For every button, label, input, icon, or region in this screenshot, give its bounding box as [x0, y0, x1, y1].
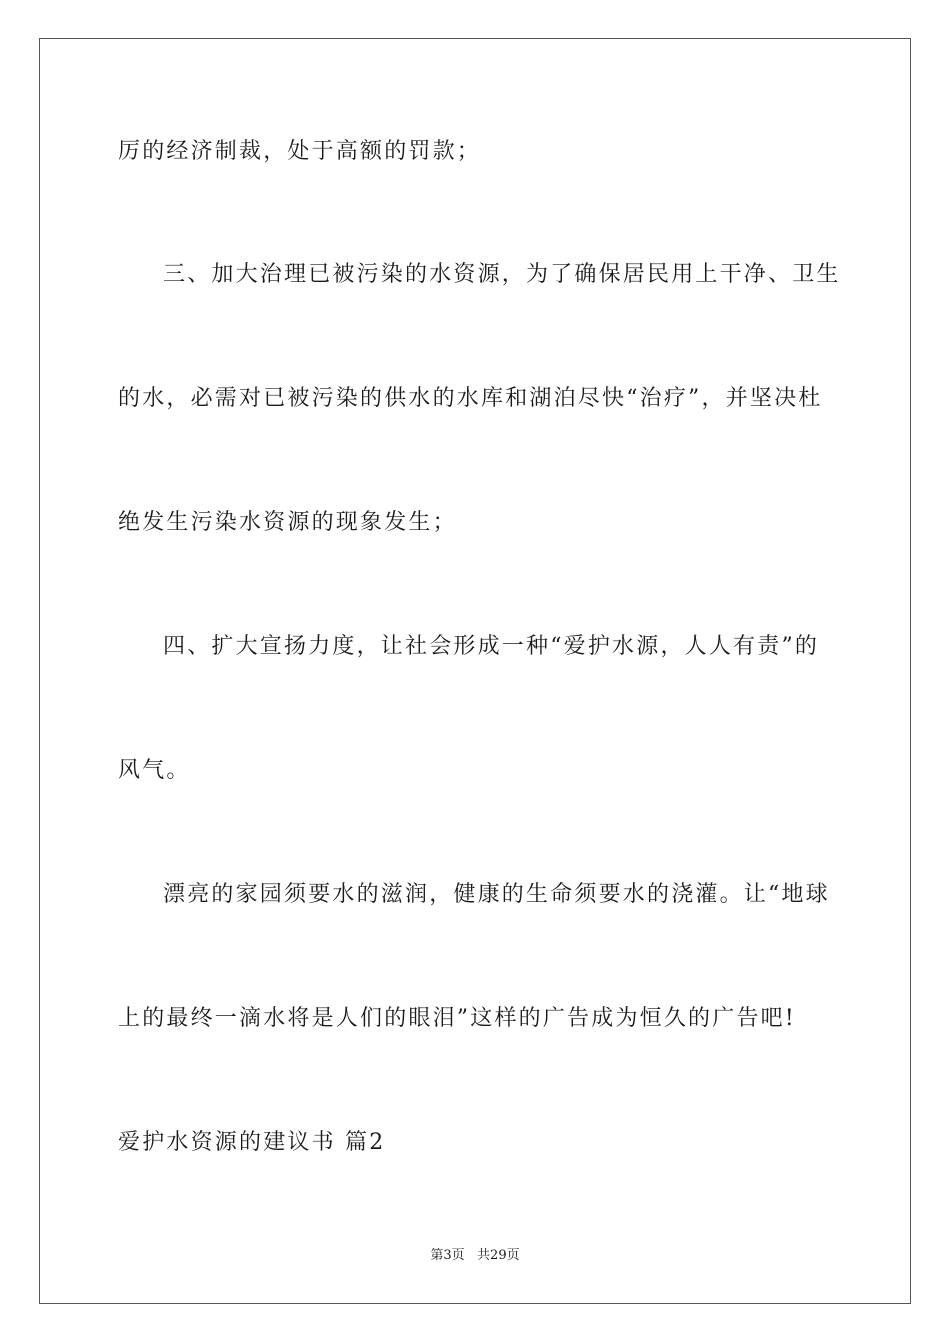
paragraph-line: 三、加大治理已被污染的水资源，为了确保居民用上干净、卫生	[163, 262, 841, 287]
paragraph-line: 漂亮的家园须要水的滋润，健康的生命须要水的浇灌。让“地球	[163, 882, 830, 907]
paragraph-line: 风气。	[118, 758, 191, 783]
paragraph-line: 四、扩大宣扬力度，让社会形成一种“爱护水源，人人有责”的	[163, 634, 820, 659]
paragraph-line: 上的最终一滴水将是人们的眼泪”这样的广告成为恒久的广告吧!	[118, 1006, 796, 1031]
paragraph-line: 绝发生污染水资源的现象发生；	[118, 510, 457, 535]
paragraph-line: 的水，必需对已被污染的供水的水库和湖泊尽快“治疗”，并坚决杜	[118, 386, 823, 411]
page-number-footer: 第3页 共29页	[430, 1248, 520, 1263]
section-heading: 爱护水资源的建议书 篇2	[118, 1130, 386, 1155]
paragraph-line: 厉的经济制裁，处于高额的罚款；	[118, 139, 482, 164]
page-border	[39, 38, 911, 1304]
